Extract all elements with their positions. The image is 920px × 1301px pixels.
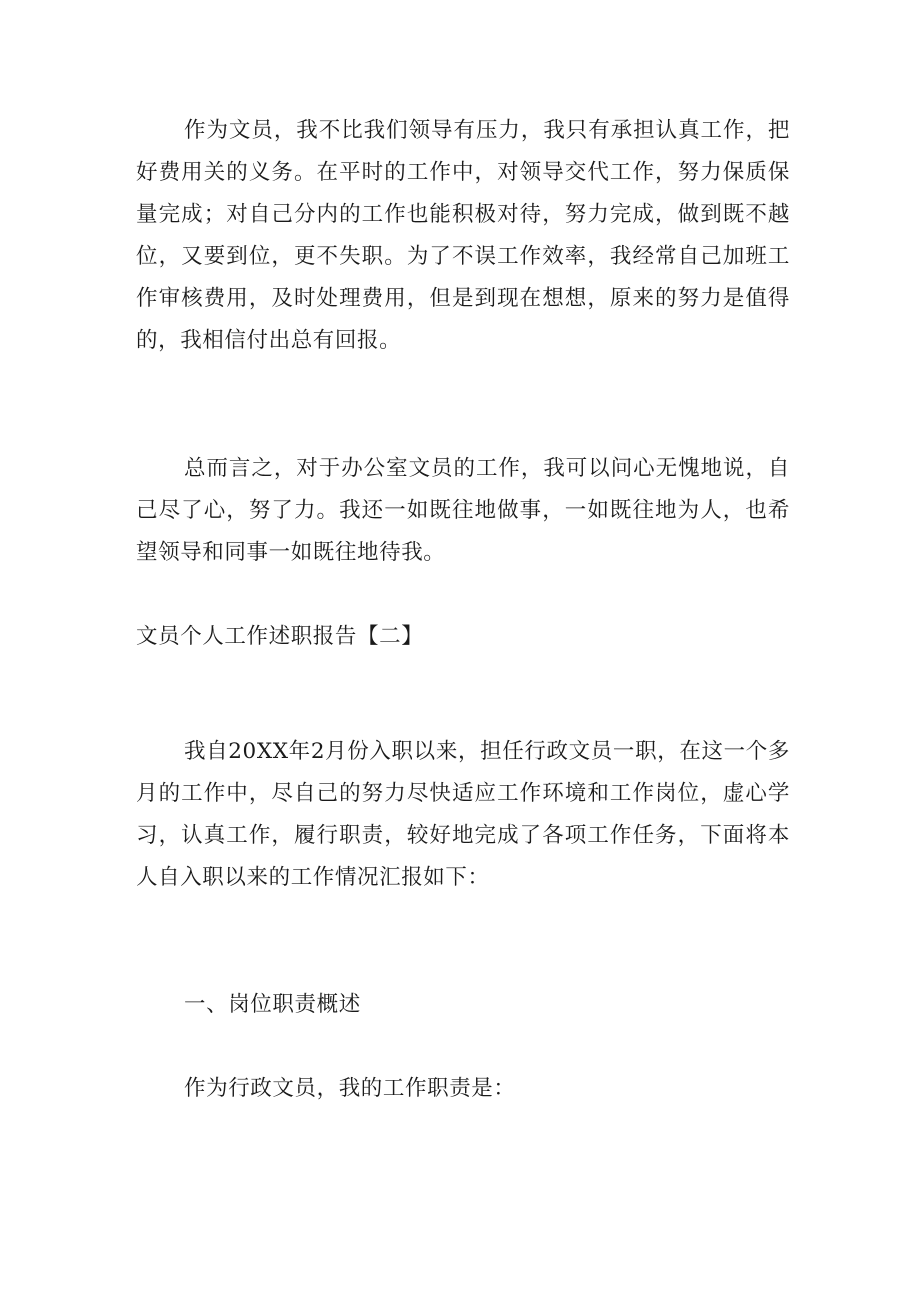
section-heading: 文员个人工作述职报告【二】 (136, 624, 424, 649)
paragraph-intro: 我自20XX年2月份入职以来，担任行政文员一职，在这一个多月的工作中，尽自己的努力尽快适应工作环境和工作岗位，虚心学习，认真工作，履行职责，较好地完成了各项工作任务，下面将本人自入职以来的工作情况汇报如下： (136, 739, 790, 890)
subsection-heading: 一、岗位职责概述 (184, 992, 361, 1017)
paragraph-summary: 总而言之，对于办公室文员的工作，我可以问心无愧地说，自己尽了心，努了力。我还一如既往地做事，一如既往地为人，也希望领导和同事一如既往地待我。 (136, 456, 790, 565)
paragraph-duties-lead: 作为行政文员，我的工作职责是： (184, 1076, 516, 1101)
paragraph-duties-attitude: 作为文员，我不比我们领导有压力，我只有承担认真工作，把好费用关的义务。在平时的工作中，对领导交代工作，努力保质保量完成；对自己分内的工作也能积极对待，努力完成，做到既不越位，又要到位，更不失职。为了不误工作效率，我经常自己加班工作审核费用，及时处理费用，但是到现在想想，原来的努力是值得的，我相信付出总有回报。 (136, 118, 790, 353)
